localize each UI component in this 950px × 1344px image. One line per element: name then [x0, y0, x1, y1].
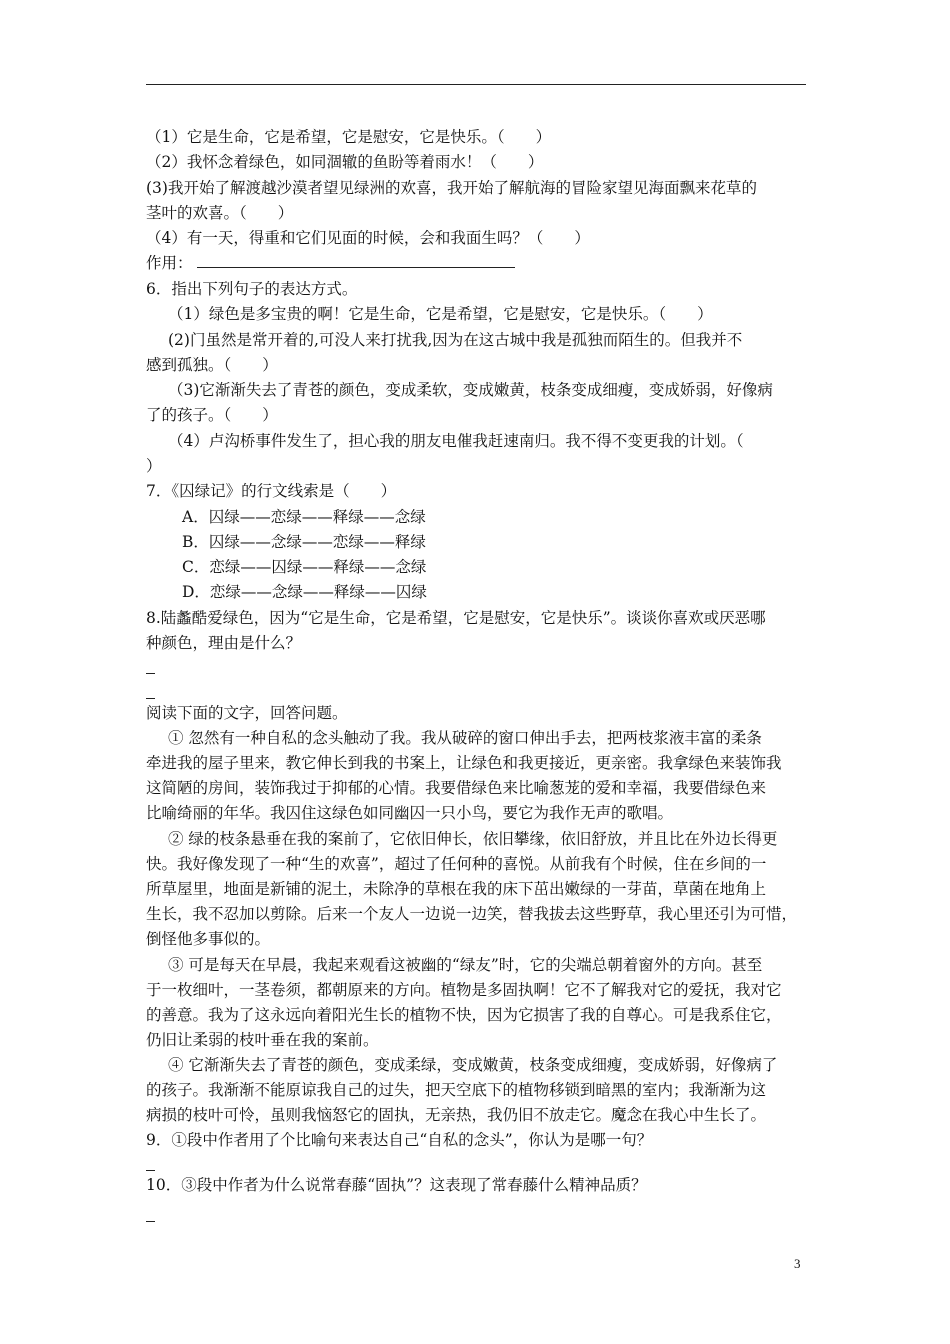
line-text: （3)它渐渐失去了青苍的颜色，变成柔软，变成嫩黄，枝条变成细瘦，变成娇弱，好像病: [168, 381, 773, 399]
text-line-l10: [146, 355, 278, 375]
text-line-l31: [146, 879, 766, 899]
line-text: (3)我开始了解渡越沙漠者望见绿洲的欢喜，我开始了解航海的冒险家望见海面飘来花草的: [146, 179, 757, 197]
text-line-l44: [146, 1207, 155, 1227]
text-line-l34: [168, 955, 762, 975]
text-line-l22: [146, 659, 155, 679]
line-text: ③ 可是每天在早晨，我起来观看这被幽的“绿友”时，它的尖端总朝着窗外的方向。甚至: [168, 956, 763, 974]
line-text: 所草屋里，地面是新铺的泥土，未除净的草根在我的床下茁出嫩绿的一芽苗，草菌在地角上: [146, 880, 767, 898]
answer-line[interactable]: [146, 661, 155, 674]
text-line-l39: [146, 1080, 766, 1100]
text-line-l16: [182, 507, 426, 527]
line-text: 7．《囚绿记》的行文线索是（ ）: [146, 482, 397, 500]
line-text: 牵进我的屋子里来，教它伸长到我的书案上，让绿色和我更接近，更亲密。我拿绿色来装饰我: [146, 754, 782, 772]
line-text: 感到孤独。（ ）: [146, 356, 278, 374]
text-line-l28: [146, 803, 673, 823]
line-text: ④ 它渐渐失去了青苍的颜色，变成柔绿，变成嫩黄，枝条变成细瘦，变成娇弱，好像病了: [168, 1056, 778, 1074]
line-text: 9．①段中作者用了个比喻句来表达自己“自私的念头”，你认为是哪一句？: [146, 1131, 653, 1149]
line-text: A．囚绿——恋绿——释绿——念绿: [182, 508, 426, 526]
line-text: 6．指出下列句子的表达方式。: [146, 280, 358, 298]
text-line-l19: [182, 582, 427, 602]
text-line-l23: [146, 684, 155, 704]
text-line-l42: [146, 1156, 155, 1176]
line-text: 阅读下面的文字，回答问题。: [146, 704, 348, 722]
text-line-l27: [146, 778, 766, 798]
line-text: 倒怪他多事似的。: [146, 930, 271, 948]
line-text: ）: [146, 457, 162, 475]
text-line-l11: [168, 380, 773, 400]
text-line-l6: [146, 253, 515, 273]
text-line-l5: [146, 228, 590, 248]
line-text: C．恋绿——囚绿——释绿——念绿: [182, 558, 427, 576]
line-text: 的善意。我为了这永远向着阳光生长的植物不快，因为它损害了我的自尊心。可是我系住它，: [146, 1006, 782, 1024]
line-text: (2)门虽然是常开着的,可没人来打扰我,因为在这古城中我是孤独而陌生的。但我并不: [168, 331, 743, 349]
text-line-l30: [146, 854, 766, 874]
line-text: 的孩子。我渐渐不能原谅我自己的过失，把天空底下的植物移锁到暗黑的室内；我渐渐为这: [146, 1081, 767, 1099]
text-line-l3: [146, 178, 757, 198]
line-text: 于一枚细叶，一茎卷须，都朝原来的方向。植物是多固执啊！它不了解我对它的爱抚，我对它: [146, 981, 782, 999]
text-line-l37: [146, 1030, 379, 1050]
line-text: 作用：: [146, 254, 193, 272]
line-text: 种颜色，理由是什么？: [146, 634, 302, 652]
text-line-l43: [146, 1175, 647, 1195]
line-text: 仍旧让柔弱的枝叶垂在我的案前。: [146, 1031, 379, 1049]
page-number: 3: [794, 1256, 801, 1271]
line-text: B．囚绿——念绿——恋绿——释绿: [182, 533, 426, 551]
line-text: ② 绿的枝条悬垂在我的案前了，它依旧伸长，依旧攀缘，依旧舒放，并且比在外边长得更: [168, 830, 778, 848]
text-line-l40: [146, 1105, 766, 1125]
text-line-l33: [146, 929, 270, 949]
text-line-l1: [146, 127, 551, 147]
text-line-l18: [182, 557, 426, 577]
line-text: （1）绿色是多宝贵的啊！它是生命，它是希望，它是慰安，它是快乐。（ ）: [168, 305, 713, 323]
text-line-l15: [146, 481, 396, 501]
line-text: 比喻绮丽的年华。我囚住这绿色如同幽囚一只小鸟，要它为我作无声的歌唱。: [146, 804, 674, 822]
line-text: （4）卢沟桥事件发生了，担心我的朋友电催我赶速南归。我不得不变更我的计划。（: [168, 432, 744, 450]
text-line-l14: [146, 456, 162, 476]
line-text: D．恋绿——念绿——释绿——囚绿: [182, 583, 427, 601]
text-line-l7: [146, 279, 357, 299]
text-line-l9: [168, 330, 742, 350]
answer-line[interactable]: [146, 686, 155, 699]
line-text: 这简陋的房间，装饰我过于抑郁的心情。我要借绿色来比喻葱茏的爱和幸福，我要借绿色来: [146, 779, 767, 797]
line-text: ① 忽然有一种自私的念头触动了我。我从破碎的窗口伸出手去，把两枝浆液丰富的柔条: [168, 729, 762, 747]
line-text: （2）我怀念着绿色，如同涸辙的鱼盼等着雨水！（ ）: [146, 153, 544, 171]
text-line-l13: [168, 431, 744, 451]
line-text: 病损的枝叶可怜，虽则我恼怒它的固执，无亲热，我仍旧不放走它。魔念在我心中生长了。: [146, 1106, 767, 1124]
header-rule: [146, 84, 806, 85]
line-text: 生长，我不忍加以剪除。后来一个友人一边说一边笑，替我拔去这些野草，我心里还引为可惜，: [146, 905, 798, 923]
line-text: 茎叶的欢喜。（ ）: [146, 204, 294, 222]
text-line-l38: [168, 1055, 777, 1075]
text-line-l21: [146, 633, 301, 653]
line-text: （4）有一天，得重和它们见面的时候，会和我面生吗？（ ）: [146, 229, 590, 247]
answer-line[interactable]: [146, 1158, 155, 1171]
text-line-l26: [146, 753, 782, 773]
line-text: 快。我好像发现了一种“生的欢喜”，超过了任何种的喜悦。从前我有个时候，住在乡间的一: [146, 855, 767, 873]
line-text: 10．③段中作者为什么说常春藤“固执”？这表现了常春藤什么精神品质？: [146, 1176, 647, 1194]
line-text: （1）它是生命，它是希望，它是慰安，它是快乐。（ ）: [146, 128, 552, 146]
text-line-l20: [146, 608, 766, 628]
text-line-l4: [146, 203, 293, 223]
line-text: 8.陆蠡酷爱绿色，因为“它是生命，它是希望，它是慰安，它是快乐”。谈谈你喜欢或厌恶哪: [146, 609, 766, 627]
text-line-l8: [168, 304, 713, 324]
text-line-l17: [182, 532, 426, 552]
text-line-l35: [146, 980, 782, 1000]
text-line-l24: [146, 703, 348, 723]
text-line-l32: [146, 904, 797, 924]
text-line-l41: [146, 1130, 652, 1150]
text-line-l2: [146, 152, 543, 172]
text-line-l29: [168, 829, 777, 849]
answer-blank[interactable]: [197, 255, 515, 268]
answer-line[interactable]: [146, 1209, 155, 1222]
text-line-l12: [146, 405, 278, 425]
text-line-l36: [146, 1005, 782, 1025]
line-text: 了的孩子。（ ）: [146, 406, 278, 424]
text-line-l25: [168, 728, 762, 748]
